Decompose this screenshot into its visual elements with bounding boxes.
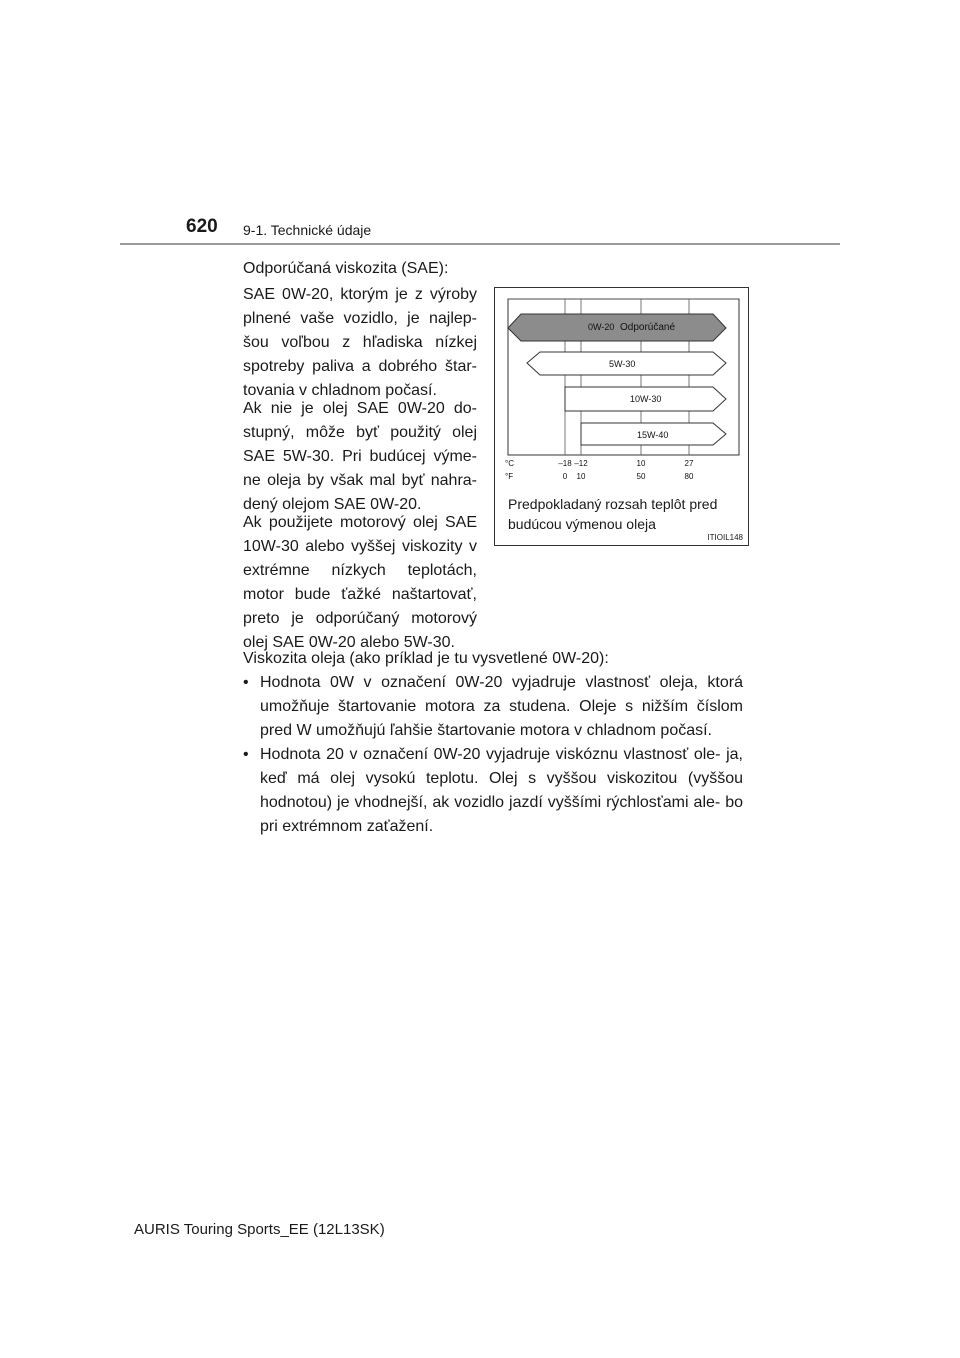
unit-celsius: °C <box>505 459 514 468</box>
bullet-symbol: • <box>243 746 249 763</box>
header-divider <box>120 243 840 245</box>
bullet-item-high-temperature <box>243 743 743 839</box>
bar-label-15w-40: 15W-40 <box>637 430 669 440</box>
tick-c-10: 10 <box>636 459 646 468</box>
paragraph-viscosity-explained: Viskozita oleja (ako príklad je tu vysvetlené 0W-20): <box>243 650 609 667</box>
tick-f-80: 80 <box>684 472 694 481</box>
bar-label-10w-30: 10W-30 <box>630 394 662 404</box>
paragraph-alternative-oil: Ak nie je olej SAE 0W-20 do- stupný, môže byť použitý olej SAE 5W-30. Pri budúcej výme- ne oleja by však mal byť nahra- dený olejom SAE 0W-20. <box>243 400 477 513</box>
page-number: 620 <box>186 216 218 237</box>
figure-code: ITIOIL148 <box>707 533 743 542</box>
section-title: 9-1. Technické údaje <box>243 222 372 238</box>
unit-fahrenheit: °F <box>505 472 514 481</box>
bar-label-0w-20: 0W-20 <box>588 322 615 332</box>
tick-f-10: 10 <box>576 472 586 481</box>
bullet-text: Hodnota 20 v označení 0W-20 vyjadruje viskóznu vlastnosť ole- ja, keď má olej vysokú teplotu. Olej s vyššou viskozitou (vyššou hodnotou) je vhodnejší, ak vozidlo jazdí vyššími rýchlosťami ale- bo pri extrémnom zaťažení. <box>260 746 743 835</box>
bullet-symbol: • <box>243 674 249 691</box>
figure-caption: Predpokladaný rozsah teplôt pred budúcou výmenou oleja <box>508 496 718 532</box>
tick-c-minus12: –12 <box>574 459 588 468</box>
viscosity-heading: Odporúčaná viskozita (SAE): <box>243 260 449 277</box>
bar-label-recommended: Odporúčané <box>620 322 676 333</box>
paragraph-factory-oil: SAE 0W-20, ktorým je z výroby plnené vaše vozidlo, je najlep- šou voľbou z hľadiska nízkej spotreby paliva a dobrého štar- tovania v chladnom počasí. <box>243 286 477 399</box>
bullet-item-cold-start <box>243 671 743 743</box>
oil-viscosity-figure <box>494 287 749 546</box>
paragraph-low-temperature: Ak použijete motorový olej SAE 10W-30 alebo vyššej viskozity v extrémne nízkych teplotách, motor bude ťažké naštartovať, preto je odporúčaný motorový olej SAE 0W-20 alebo 5W-30. <box>243 514 477 651</box>
bar-0w-20 <box>508 314 726 341</box>
bullet-text: Hodnota 0W v označení 0W-20 vyjadruje vlastnosť oleja, ktorá umožňuje štartovanie motora za studena. Oleje s nižším číslom pred W umožňujú ľahšie štartovanie motora v chladnom počasí. <box>260 674 743 739</box>
tick-c-27: 27 <box>684 459 694 468</box>
bar-label-5w-30: 5W-30 <box>609 359 636 369</box>
tick-f-0: 0 <box>562 472 568 481</box>
tick-f-50: 50 <box>636 472 646 481</box>
tick-c-minus18: –18 <box>558 459 572 468</box>
footer-model: AURIS Touring Sports_EE (12L13SK) <box>134 1221 385 1238</box>
